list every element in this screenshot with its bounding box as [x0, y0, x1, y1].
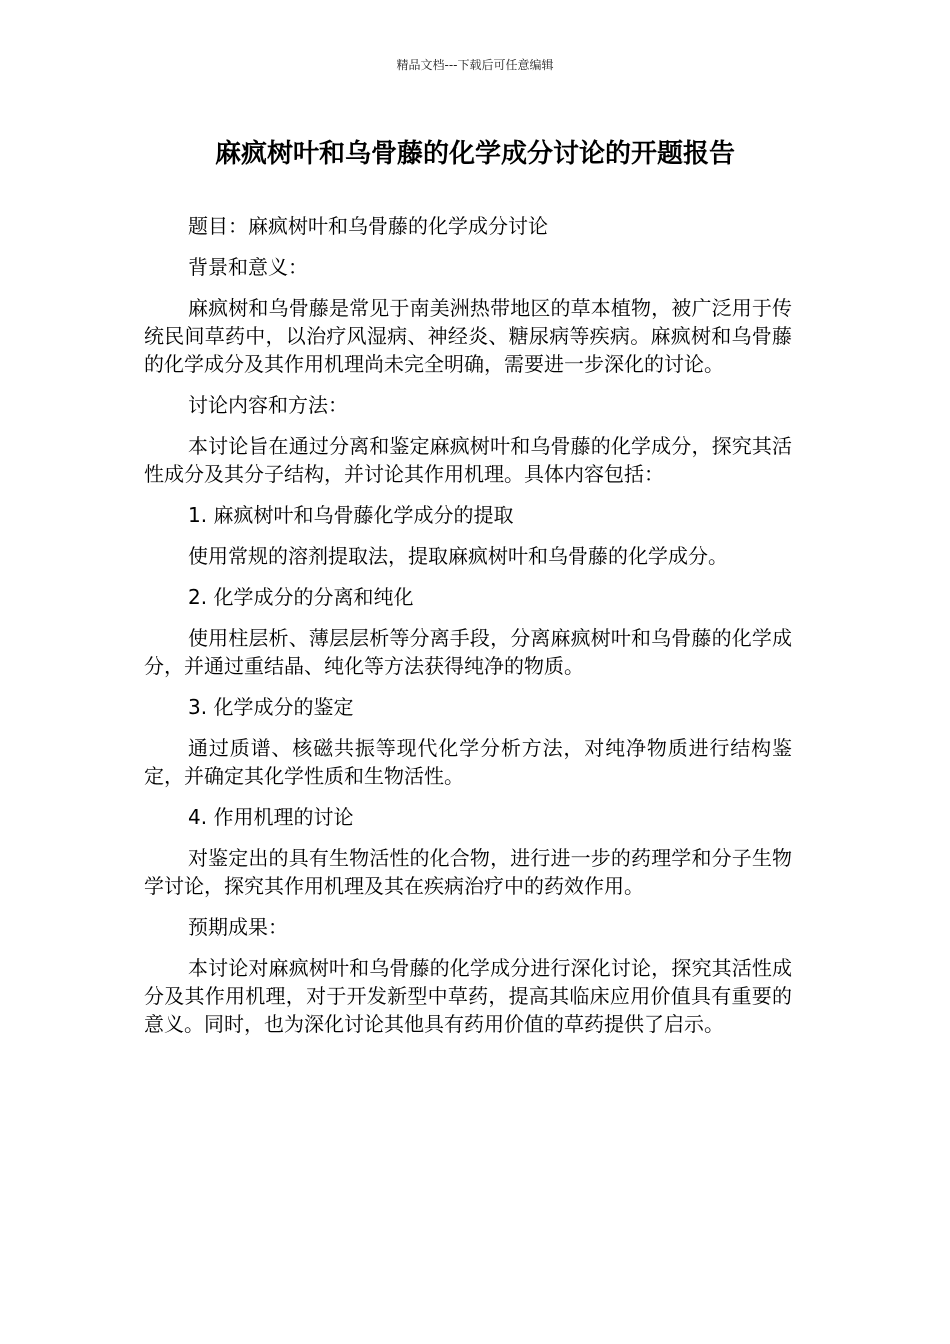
heading-expected-results: 预期成果： [188, 915, 288, 939]
heading-content-methods: 讨论内容和方法： [188, 393, 348, 417]
paragraph-separation: 使用柱层析、薄层层析等分离手段，分离麻疯树叶和乌骨藤的化学成分，并通过重结晶、纯化等方法获得纯净的物质。 [144, 626, 792, 678]
list-item-separation: 2. 化学成分的分离和纯化 [188, 585, 414, 609]
paragraph-extraction: 使用常规的溶剂提取法，提取麻疯树叶和乌骨藤的化学成分。 [188, 544, 728, 568]
document-title: 麻疯树叶和乌骨藤的化学成分讨论的开题报告 [214, 139, 735, 169]
paragraph-topic: 题目：麻疯树叶和乌骨藤的化学成分讨论 [188, 214, 548, 238]
paragraph-mechanism: 对鉴定出的具有生物活性的化合物，进行进一步的药理学和分子生物学讨论，探究其作用机理及其在疾病治疗中的药效作用。 [144, 846, 792, 898]
page-header-note: 精品文档---下载后可任意编辑 [396, 58, 554, 72]
list-item-mechanism: 4. 作用机理的讨论 [188, 805, 354, 829]
document-body [144, 212, 792, 1051]
paragraph-identification: 通过质谱、核磁共振等现代化学分析方法，对纯净物质进行结构鉴定，并确定其化学性质和生物活性。 [144, 736, 792, 788]
paragraph-background: 麻疯树和乌骨藤是常见于南美洲热带地区的草本植物，被广泛用于传统民间草药中，以治疗风湿病、神经炎、糖尿病等疾病。麻疯树和乌骨藤的化学成分及其作用机理尚未完全明确，需要进一步深化的讨论。 [144, 296, 792, 376]
heading-background: 背景和意义： [188, 255, 308, 279]
list-item-identification: 3. 化学成分的鉴定 [188, 695, 354, 719]
list-item-extraction: 1. 麻疯树叶和乌骨藤化学成分的提取 [188, 503, 514, 527]
paragraph-content-intro: 本讨论旨在通过分离和鉴定麻疯树叶和乌骨藤的化学成分，探究其活性成分及其分子结构，并讨论其作用机理。具体内容包括： [144, 434, 792, 486]
paragraph-expected-results: 本讨论对麻疯树叶和乌骨藤的化学成分进行深化讨论，探究其活性成分及其作用机理，对于开发新型中草药，提高其临床应用价值具有重要的意义。同时，也为深化讨论其他具有药用价值的草药提供了启示。 [144, 956, 792, 1036]
